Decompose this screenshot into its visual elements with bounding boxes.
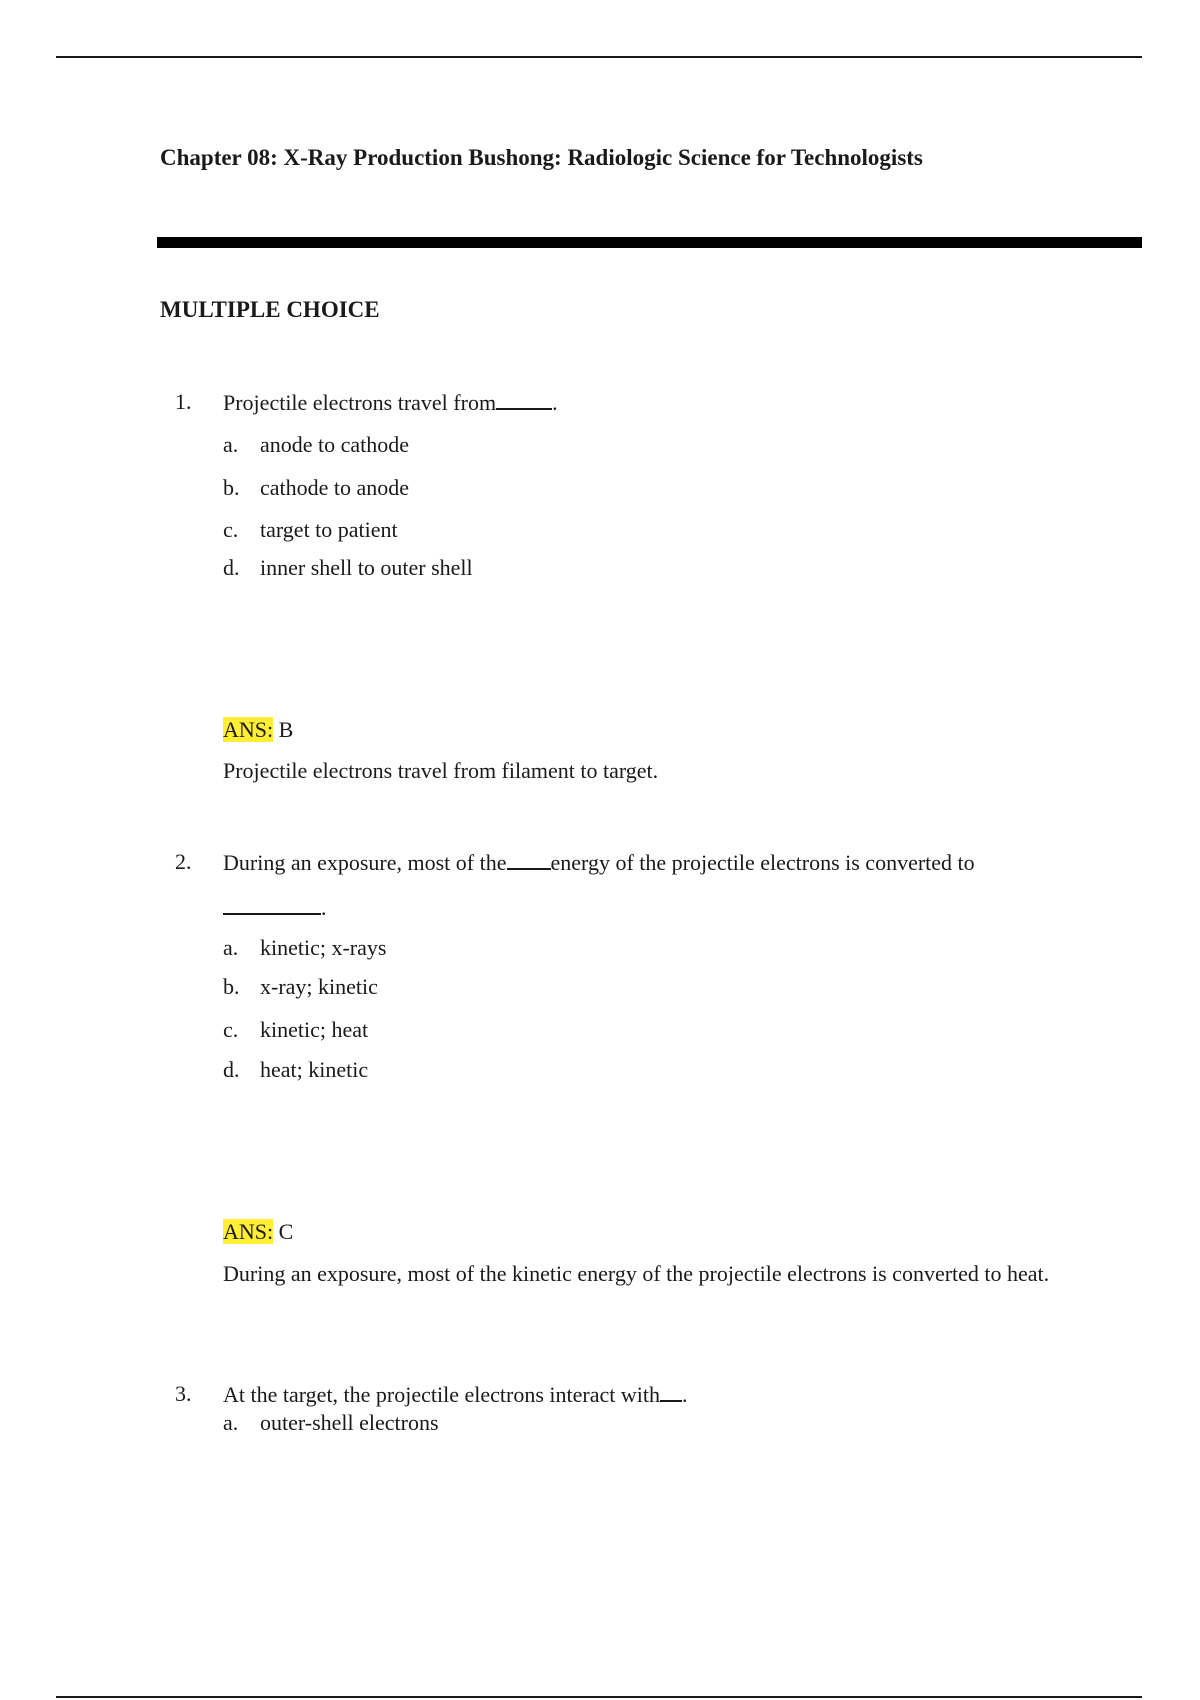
stem-text: During an exposure, most of the [223, 850, 507, 875]
option-letter: c. [223, 517, 239, 542]
section-heading: MULTIPLE CHOICE [160, 297, 380, 322]
stem-text: . [552, 390, 558, 415]
option-text: inner shell to outer shell [260, 555, 473, 580]
answer-value: B [278, 717, 294, 742]
option-letter: d. [223, 1057, 240, 1082]
option-text: kinetic; x-rays [260, 935, 387, 960]
option-letter: a. [223, 1410, 239, 1435]
answer-blank [496, 388, 552, 410]
answer-blank [507, 848, 551, 870]
stem-text: . [321, 895, 327, 920]
option-text: x-ray; kinetic [260, 974, 378, 999]
option-letter: b. [223, 475, 240, 500]
option-letter: c. [223, 1017, 239, 1042]
question-stem [223, 848, 975, 877]
top-rule [56, 56, 1142, 58]
option-letter: a. [223, 935, 239, 960]
answer-label: ANS: [223, 1219, 274, 1244]
option-text: cathode to anode [260, 475, 410, 500]
answer-rationale: Projectile electrons travel from filament to target. [223, 758, 659, 783]
question-number: 1. [175, 389, 192, 414]
answer-key [223, 1218, 293, 1246]
stem-text: energy of the projectile electrons is converted to [550, 850, 975, 875]
stem-text: At the target, the projectile electrons interact with [223, 1382, 660, 1407]
question-stem [223, 1380, 687, 1409]
question-stem-continuation [223, 893, 327, 922]
answer-value: C [278, 1219, 294, 1244]
bottom-rule [56, 1696, 1142, 1698]
stem-text: Projectile electrons travel from [223, 390, 497, 415]
answer-label: ANS: [223, 717, 274, 742]
stem-text: . [681, 1382, 688, 1407]
answer-key [223, 716, 293, 744]
question-number: 3. [175, 1381, 192, 1406]
option-letter: b. [223, 974, 240, 999]
option-letter: a. [223, 432, 239, 457]
option-text: target to patient [260, 517, 398, 542]
answer-blank [223, 893, 321, 915]
answer-rationale: During an exposure, most of the kinetic energy of the projectile electrons is converted to heat. [223, 1261, 1050, 1286]
option-text: heat; kinetic [260, 1057, 369, 1082]
option-text: anode to cathode [260, 432, 410, 457]
option-text: kinetic; heat [260, 1017, 369, 1042]
question-stem [223, 388, 558, 417]
page-title: Chapter 08: X-Ray Production Bushong: Radiologic Science for Technologists [160, 145, 923, 170]
title-divider [157, 237, 1142, 248]
answer-blank [660, 1380, 682, 1402]
question-number: 2. [175, 849, 192, 874]
option-text: outer-shell electrons [260, 1410, 439, 1435]
option-letter: d. [223, 555, 240, 580]
